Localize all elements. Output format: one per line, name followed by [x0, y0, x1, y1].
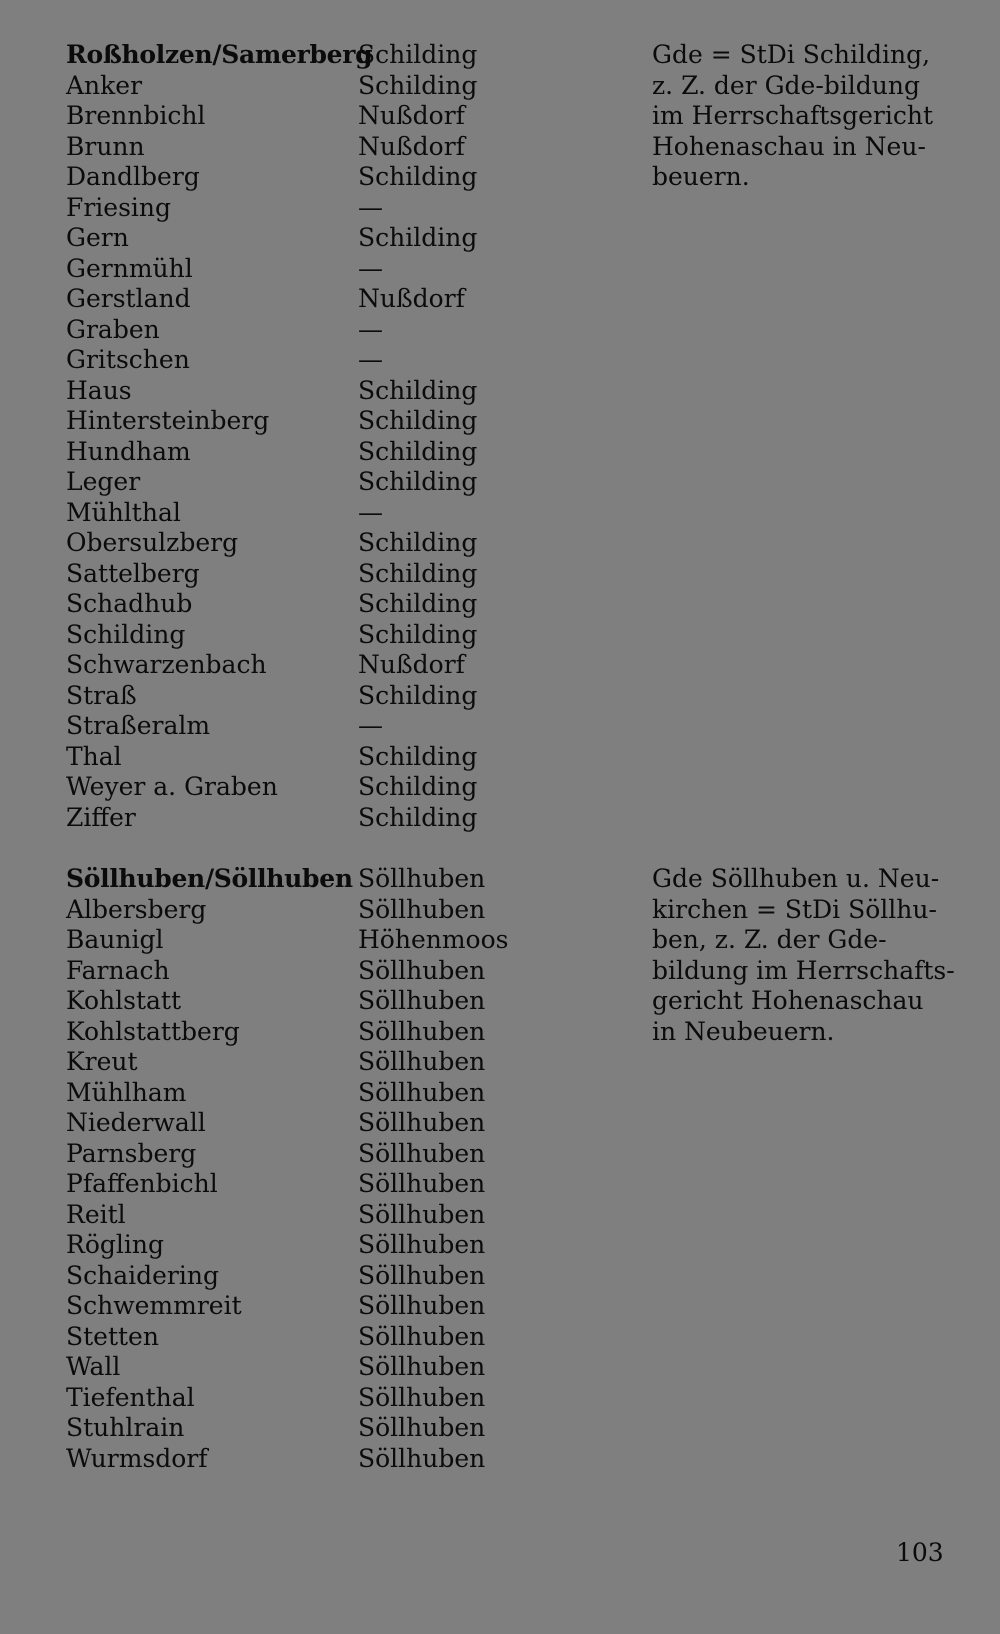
place-name: Brunn: [66, 131, 145, 161]
place-name: Gerstland: [66, 284, 191, 313]
section-heading-place: Söllhuben/Söllhuben: [66, 864, 353, 893]
note-line: bildung im Herrschafts-: [652, 955, 955, 985]
section-heading-place: Roßholzen/Samerberg: [66, 40, 373, 69]
parish-name: —: [358, 345, 383, 374]
place-name: Brennbichl: [66, 101, 206, 130]
note-line: z. Z. der Gde-bildung: [652, 70, 921, 100]
place-name: Wurmsdorf: [66, 1443, 208, 1473]
parish-name: Söllhuben: [358, 986, 486, 1015]
parish-name: Schilding: [358, 528, 478, 557]
parish-name: Söllhuben: [358, 1321, 486, 1351]
parish-name: Söllhuben: [358, 1077, 486, 1107]
parish-name: Söllhuben: [358, 955, 486, 985]
parish-name: —: [358, 314, 383, 344]
place-name: Anker: [66, 70, 143, 100]
note-line: kirchen = StDi Söllhu-: [652, 894, 937, 924]
parish-name: Schilding: [358, 619, 478, 649]
place-name: Farnach: [66, 955, 170, 985]
place-name: Tiefenthal: [66, 1382, 195, 1412]
parish-column: [358, 864, 608, 1474]
parish-name: —: [358, 192, 383, 222]
place-name: Friesing: [66, 192, 172, 222]
parish-name: Schilding: [358, 375, 478, 405]
parish-name: Söllhuben: [358, 1169, 486, 1198]
place-name: Straßeralm: [66, 711, 211, 740]
page-number: 103: [896, 1538, 944, 1567]
place-name: Baunigl: [66, 925, 164, 954]
parish-name: Nußdorf: [358, 650, 465, 679]
place-name: Kohlstattberg: [66, 1016, 240, 1046]
parish-name: Höhenmoos: [358, 925, 509, 954]
parish-name: Schilding: [358, 436, 478, 466]
place-name: Niederwall: [66, 1108, 206, 1137]
place-name: Rögling: [66, 1230, 164, 1259]
parish-name: Schilding: [358, 162, 478, 191]
place-name: Gern: [66, 223, 129, 252]
parish-name: Söllhuben: [358, 894, 486, 924]
place-name: Mühlthal: [66, 497, 181, 527]
parish-name: Nußdorf: [358, 284, 465, 313]
place-name: Stuhlrain: [66, 1413, 185, 1442]
place-name: Graben: [66, 314, 160, 344]
note-line: gericht Hohenaschau: [652, 986, 924, 1015]
place-name: Gritschen: [66, 345, 190, 374]
parish-name: Schilding: [358, 406, 478, 435]
section-heading-parish: Söllhuben: [358, 864, 486, 893]
place-name: Ziffer: [66, 802, 136, 832]
note-line: im Herrschaftsgericht: [652, 101, 934, 130]
parish-name: Schilding: [358, 223, 478, 252]
place-name: Dandlberg: [66, 162, 200, 191]
parish-name: Söllhuben: [358, 1199, 486, 1229]
parish-name: Schilding: [358, 680, 478, 710]
place-column: [66, 864, 356, 1474]
place-name: Haus: [66, 375, 132, 405]
place-name: Schadhub: [66, 589, 193, 618]
parish-name: —: [358, 497, 383, 527]
section-note: [652, 40, 942, 193]
place-name: Mühlham: [66, 1077, 187, 1107]
note-line: Hohenaschau in Neu-: [652, 131, 926, 161]
note-line: Gde Söllhuben u. Neu-: [652, 864, 940, 893]
place-name: Schwemmreit: [66, 1291, 242, 1320]
parish-name: Söllhuben: [358, 1230, 486, 1259]
parish-name: Söllhuben: [358, 1291, 486, 1320]
place-name: Wall: [66, 1352, 121, 1381]
place-name: Thal: [66, 741, 122, 771]
note-line: beuern.: [652, 162, 750, 191]
parish-name: Söllhuben: [358, 1016, 486, 1046]
section-note: [652, 864, 955, 1047]
parish-name: Schilding: [358, 70, 478, 100]
parish-name: Schilding: [358, 772, 478, 801]
parish-name: Söllhuben: [358, 1352, 486, 1381]
parish-name: Nußdorf: [358, 101, 465, 130]
note-line: ben, z. Z. der Gde-: [652, 925, 887, 954]
parish-name: —: [358, 711, 383, 740]
place-name: Kreut: [66, 1047, 138, 1076]
parish-name: Schilding: [358, 558, 478, 588]
parish-column: [358, 40, 608, 833]
parish-name: —: [358, 253, 383, 283]
place-name: Parnsberg: [66, 1138, 197, 1168]
note-line: in Neubeuern.: [652, 1016, 835, 1046]
place-name: Gernmühl: [66, 253, 193, 283]
parish-name: Söllhuben: [358, 1443, 486, 1473]
place-name: Schilding: [66, 619, 186, 649]
parish-name: Schilding: [358, 467, 478, 496]
parish-name: Schilding: [358, 589, 478, 618]
place-name: Weyer a. Graben: [66, 772, 278, 801]
parish-name: Nußdorf: [358, 131, 465, 161]
place-name: Stetten: [66, 1321, 159, 1351]
parish-name: Söllhuben: [358, 1382, 486, 1412]
place-name: Kohlstatt: [66, 986, 182, 1015]
parish-name: Schilding: [358, 802, 478, 832]
place-name: Hintersteinberg: [66, 406, 270, 435]
place-name: Obersulzberg: [66, 528, 239, 557]
parish-name: Söllhuben: [358, 1138, 486, 1168]
place-name: Sattelberg: [66, 558, 200, 588]
place-name: Reitl: [66, 1199, 126, 1229]
parish-name: Söllhuben: [358, 1260, 486, 1290]
place-name: Albersberg: [66, 894, 207, 924]
note-line: Gde = StDi Schilding,: [652, 40, 931, 69]
place-name: Hundham: [66, 436, 191, 466]
place-name: Leger: [66, 467, 141, 496]
place-name: Straß: [66, 680, 137, 710]
parish-name: Söllhuben: [358, 1413, 486, 1442]
parish-name: Söllhuben: [358, 1047, 486, 1076]
parish-name: Söllhuben: [358, 1108, 486, 1137]
place-name: Schaidering: [66, 1260, 219, 1290]
parish-name: Schilding: [358, 741, 478, 771]
place-name: Schwarzenbach: [66, 650, 267, 679]
place-name: Pfaffenbichl: [66, 1169, 218, 1198]
place-column: [66, 40, 373, 833]
section-heading-parish: Schilding: [358, 40, 478, 69]
